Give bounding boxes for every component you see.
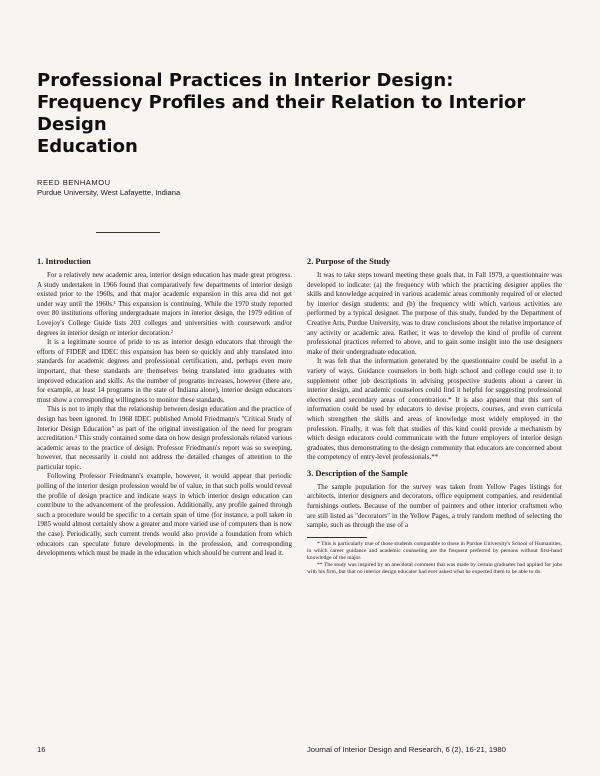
footnote-divider	[307, 537, 367, 538]
intro-paragraph-2: It is a legitimate source of pride to us as interior design educators that through the efforts of FIDER and IDEC this expansion has been so quickly and ably translated into standards for academic degrees and professional certification, and, perhaps even more important, that these standards are themselves being translated into graduates with improved education and skills. As the number of programs increases, however (there are, for example, at least 14 programs in the state of Indiana alone), interior design educators must show a corresponding willingness to monitor these standards.	[37, 338, 292, 404]
left-column	[37, 256, 292, 559]
right-column	[307, 256, 562, 576]
sample-paragraph-1: The sample population for the survey was taken from Yellow Pages listings for architects, interior designers and decorators, office equipment companies, and residential furnishings outlets. Because of the number of painters and other interior craftsmen who are still listed as "decorators" in the Yellow Pages, a truly random method of selecting the sample, such as through the use of a	[307, 482, 562, 530]
footnote-1: * This is particularly true of those students comparable to those in Purdue University's School of Humanities, in which career guidance and academic counseling are the frequent preferred by persons without first-hand knowledge of the major.	[307, 540, 562, 561]
author-divider	[96, 232, 160, 233]
intro-paragraph-3: This is not to imply that the relationship between design education and the practice of design has been ignored. In 1968 IDEC published Arnold Friedmann's "Critical Study of Interior Design Education" as part of the original investigation of the need for program accreditation.³ This study contained some data on how design professionals related various academic areas to the practice of design. Professor Friedmann's report was so sweeping, however, that necessarily it could not address the detailed changes of attention to the particular topic.	[37, 405, 292, 471]
title-line-3: Education	[37, 136, 138, 157]
title-line-2: Frequency Profiles and their Relation to Interior Design	[37, 92, 526, 135]
sample-heading: 3. Description of the Sample	[307, 468, 408, 478]
author-name: REED BENHAMOU	[37, 178, 111, 187]
author-block	[37, 178, 180, 198]
intro-heading: 1. Introduction	[37, 257, 91, 266]
author-affiliation: Purdue University, West Lafayette, Indiana	[37, 188, 181, 197]
purpose-paragraph-2: It was felt that the information generated by the questionnaire could be useful in a variety of ways. Guidance counselors in both high school and college could use it to supplement other job descriptions in advising prospective students about a career in interior design, and academic counselors could find it helpful for suggesting professional electives and secondary areas of concentration.* It is also apparent that this sort of information could be used by educators to devise projects, courses, and even curricula which strengthen the skills and areas of knowledge most widely employed in the profession. Finally, it was felt that studies of this kind could provide a mechanism by which design educators could communicate with the future employers of interior design graduates, thus demonstrating to the design community that educators are concerned about the competency of entry-level professionals.**	[307, 357, 562, 462]
journal-citation: Journal of Interior Design and Research, 6 (2), 16-21, 1980	[307, 745, 506, 754]
title-line-1: Professional Practices in Interior Design:	[37, 70, 454, 91]
intro-paragraph-4: Following Professor Friedmann's example, however, it would appear that periodic polling of the interior design profession would be of value, in that such polls would reveal the profile of design practice and indicate ways in which interior design education can contribute to the advancement of the profession. Additionally, any profile gained through such a procedure would be specific to a certain span of time (for instance, a poll taken in 1985 would almost certainly show a greater and more varied use of computers than is now the case). Periodically, such current trends would also provide a foundation from which educators can speculate future developments in the profession, and corresponding developments which must be made in the education which should be current and lead it.	[37, 472, 292, 558]
intro-paragraph-1: For a relatively new academic area, interior design education has made great progress. A study undertaken in 1966 found that comparatively few departments of interior design existed prior to the 1960s, and that major academic expansion in this area did not get under way until the 1960s.¹ This expansion is continuing. While the 1970 study reported over 80 institutions offering undergraduate majors in interior design, the 1979 edition of Lovejoy's College Guide lists 203 colleges and universities with coursework and/or degrees in interior design or interior decoration.²	[37, 271, 292, 337]
purpose-heading: 2. Purpose of the Study	[307, 257, 391, 266]
page-number: 16	[37, 745, 46, 754]
footnote-2: ** The study was inspired by an anecdotal comment that was made by certain graduates had applied for jobs with his firm, but that no interior design educator had ever asked what he expected them to be able to do.	[307, 561, 562, 575]
article-title	[37, 70, 557, 158]
purpose-paragraph-1: It was to take steps toward meeting these goals that, in Fall 1979, a questionnaire was developed to indicate: (a) the frequency with which the practicing designer applies the skills and knowledge acquired in various academic areas commonly required of or elected by interior design students; and (b) the frequency with which various activities are performed by a typical designer. The purpose of this study, funded by the Department of Creative Arts, Purdue University, was to draw conclusions about the relative importance of any activity or academic area. Rather, it was to develop the kind of profile of current professional practices referred to above, and to gain some insight into the use designers make of their undergraduate education.	[307, 271, 562, 356]
